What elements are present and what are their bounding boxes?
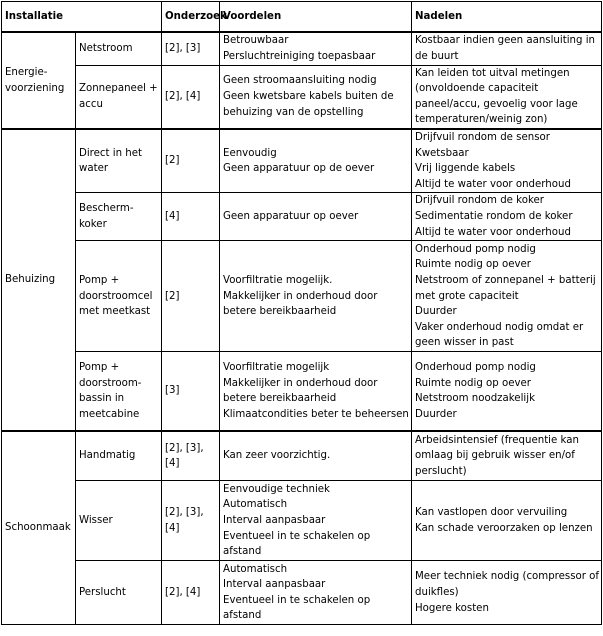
pro-item: Voorfiltratie mogelijk. xyxy=(223,274,333,286)
cons-cell xyxy=(412,352,602,431)
pro-item: Makkelijker in onderhoud door betere bereikbaarheid xyxy=(223,290,378,318)
pros-cell xyxy=(220,129,412,193)
references: [2] xyxy=(162,241,220,352)
con-item: Onderhoud pomp nodig xyxy=(415,243,536,255)
pro-item: Kan zeer voorzichtig. xyxy=(223,450,331,462)
pro-item: Interval aanpasbaar xyxy=(223,515,326,527)
header-onderzoek: Onderzoek xyxy=(162,2,220,33)
header-nadelen: Nadelen xyxy=(412,2,602,33)
pro-item: Klimaatcondities beter te beheersen xyxy=(223,408,409,420)
pros-cell xyxy=(220,431,412,481)
pro-item: Persluchtreiniging toepasbaar xyxy=(223,50,376,62)
cons-cell xyxy=(412,431,602,481)
con-item: Kan leiden tot uitval metingen (onvoldoende capaciteit paneel/accu, gevoelig voor lage temperaturen/weinig zon) xyxy=(415,67,578,126)
pro-item: Eventueel in te schakelen op afstand xyxy=(223,530,371,558)
header-installatie: Installatie xyxy=(2,2,162,33)
installation-type: Perslucht xyxy=(76,561,162,625)
references: [2], [3], [4] xyxy=(162,431,220,481)
installation-type: Handmatig xyxy=(76,431,162,481)
pro-item: Geen apparatuur op de oever xyxy=(223,163,375,175)
table-row xyxy=(2,561,602,625)
pros-cell xyxy=(220,193,412,241)
con-item: Vrij liggende kabels xyxy=(415,163,516,175)
installation-type: Wisser xyxy=(76,481,162,561)
pro-item: Geen kwetsbare kabels buiten de behuizing van de opstelling xyxy=(223,90,394,118)
table-row xyxy=(2,129,602,193)
installation-type: Netstroom xyxy=(76,32,162,65)
pros-cell xyxy=(220,32,412,65)
con-item: Sedimentatie rondom de koker xyxy=(415,211,573,223)
installation-type: Bescherm-koker xyxy=(76,193,162,241)
table-row xyxy=(2,481,602,561)
pro-item: Betrouwbaar xyxy=(223,35,289,47)
con-item: Vaker onderhoud nodig omdat er geen wisser in past xyxy=(415,321,584,349)
con-item: Duurder xyxy=(415,306,457,318)
con-item: Duurder xyxy=(415,408,457,420)
header-row xyxy=(2,2,602,33)
con-item: Netstroom noodzakelijk xyxy=(415,393,535,405)
installation-type: Direct in het water xyxy=(76,129,162,193)
con-item: Drijfvuil rondom de sensor xyxy=(415,132,550,143)
table-row xyxy=(2,65,602,129)
con-item: Altijd te water voor onderhoud xyxy=(415,226,571,238)
header-voordelen: Voordelen xyxy=(220,2,412,33)
cons-cell xyxy=(412,481,602,561)
pro-item: Voorfiltratie mogelijk xyxy=(223,361,330,373)
table-row xyxy=(2,241,602,352)
con-item: Kan vastlopen door vervuiling xyxy=(415,507,568,519)
pro-item: Interval aanpasbaar xyxy=(223,579,326,591)
pros-cell xyxy=(220,561,412,625)
pros-cell xyxy=(220,241,412,352)
installation-type: Zonnepaneel + accu xyxy=(76,65,162,129)
category-schoonmaak: Schoonmaak xyxy=(2,431,76,625)
cons-cell xyxy=(412,241,602,352)
comparison-table xyxy=(1,1,602,625)
pro-item: Geen stroomaansluiting nodig xyxy=(223,75,377,87)
installation-type: Pomp + doorstroom-bassin in meetcabine xyxy=(76,352,162,431)
con-item: Onderhoud pomp nodig xyxy=(415,361,536,373)
pro-item: Eventueel in te schakelen op afstand xyxy=(223,594,371,622)
con-item: Kan schade veroorzaken op lenzen xyxy=(415,522,593,534)
installation-type: Pomp + doorstroomcel met meetkast xyxy=(76,241,162,352)
category-energievoorziening: Energie-voorziening xyxy=(2,32,76,129)
cons-cell xyxy=(412,561,602,625)
con-item: Drijfvuil rondom de koker xyxy=(415,195,544,207)
con-item: Altijd te water voor onderhoud xyxy=(415,178,571,190)
con-item: Netstroom of zonnepanel + batterij met grote capaciteit xyxy=(415,274,596,302)
references: [4] xyxy=(162,193,220,241)
table-row xyxy=(2,193,602,241)
pro-item: Automatisch xyxy=(223,563,288,575)
cons-cell xyxy=(412,65,602,129)
cons-cell xyxy=(412,193,602,241)
pros-cell xyxy=(220,352,412,431)
cons-cell xyxy=(412,32,602,65)
cons-cell xyxy=(412,129,602,193)
references: [3] xyxy=(162,352,220,431)
pro-item: Eenvoudig xyxy=(223,147,277,159)
con-item: Hogere kosten xyxy=(415,602,489,614)
table-row xyxy=(2,32,602,65)
con-item: Arbeidsintensief (frequentie kan omlaag bij gebruik wisser en/of perslucht) xyxy=(415,434,579,477)
references: [2] xyxy=(162,129,220,193)
references: [2], [3], [4] xyxy=(162,481,220,561)
con-item: Ruimte nodig op oever xyxy=(415,377,531,389)
con-item: Kwetsbaar xyxy=(415,147,469,159)
pros-cell xyxy=(220,65,412,129)
pro-item: Makkelijker in onderhoud door betere bereikbaarheid xyxy=(223,377,378,405)
table-row xyxy=(2,431,602,481)
references: [2], [4] xyxy=(162,65,220,129)
references: [2], [4] xyxy=(162,561,220,625)
pro-item: Eenvoudige techniek xyxy=(223,483,330,495)
con-item: Meer techniek nodig (compressor of duikfles) xyxy=(415,571,599,599)
con-item: Ruimte nodig op oever xyxy=(415,259,531,271)
pro-item: Geen apparatuur op oever xyxy=(223,211,359,223)
references: [2], [3] xyxy=(162,32,220,65)
table-row xyxy=(2,352,602,431)
pro-item: Automatisch xyxy=(223,499,288,511)
pros-cell xyxy=(220,481,412,561)
con-item: Kostbaar indien geen aansluiting in de buurt xyxy=(415,35,595,62)
category-behuizing: Behuizing xyxy=(2,129,76,431)
